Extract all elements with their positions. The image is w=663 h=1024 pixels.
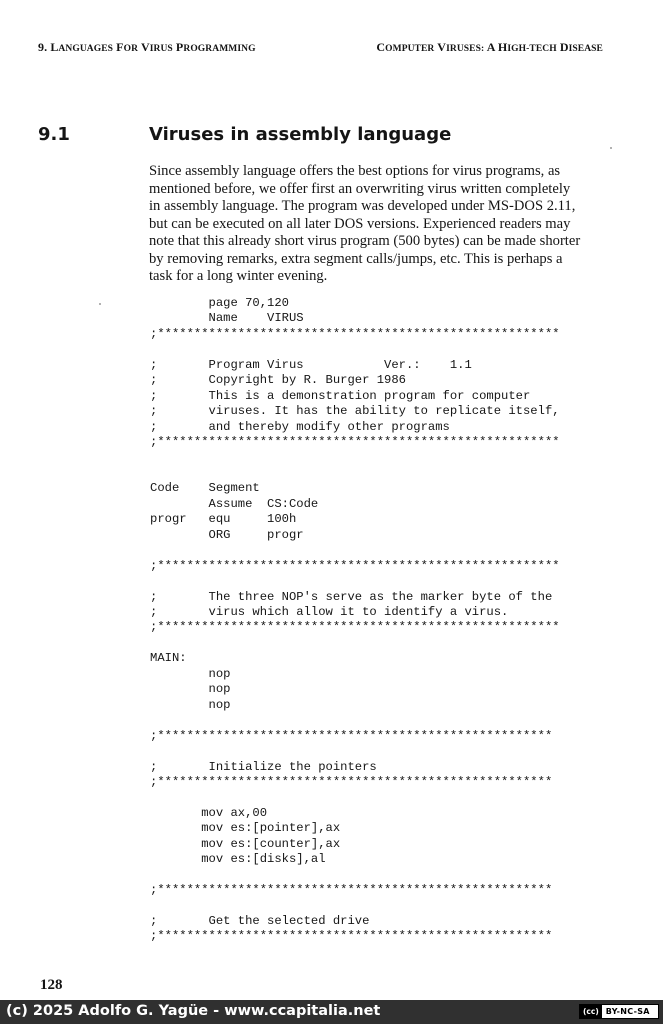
chapter-number: 9. <box>38 40 48 54</box>
code-line: ; This is a demonstration program for computer <box>150 388 531 403</box>
intro-line: by removing remarks, extra segment calls/jumps, etc. This is perhaps a <box>149 250 563 267</box>
section-title: Viruses in assembly language <box>149 124 452 145</box>
code-line: ;******************************************************* <box>150 558 560 573</box>
code-line: ; Copyright by R. Burger 1986 <box>150 373 406 388</box>
page-number: 128 <box>40 977 63 993</box>
code-line: ;******************************************************* <box>150 326 560 341</box>
code-line: nop <box>150 666 231 681</box>
code-line: ;****************************************************** <box>150 774 553 789</box>
intro-line: in assembly language. The program was developed under MS-DOS 2.11, <box>149 198 576 214</box>
running-header-left <box>38 40 256 55</box>
copyright-footer <box>0 1000 663 1024</box>
intro-line: mentioned before, we offer first an overwriting virus written completely <box>149 180 571 197</box>
code-line: ; Program Virus Ver.: 1.1 <box>150 357 472 372</box>
code-line: page 70,120 <box>150 296 289 310</box>
code-line: mov es:[pointer],ax <box>150 821 341 836</box>
code-line: ; and thereby modify other programs <box>150 419 450 434</box>
code-line: mov es:[counter],ax <box>150 836 341 851</box>
code-line: ;******************************************************* <box>150 620 560 635</box>
code-line: ; viruses. It has the ability to replicate itself, <box>150 404 560 419</box>
code-line: ORG progr <box>150 527 304 542</box>
code-line: ; Get the selected drive <box>150 914 370 928</box>
chapter-title: LANGUAGES FOR VIRUS PROGRAMMING <box>50 40 256 54</box>
code-line: ; Initialize the pointers <box>150 759 377 774</box>
code-line: ;****************************************************** <box>150 728 553 743</box>
intro-line: task for a long winter evening. <box>149 268 328 284</box>
code-line: nop <box>150 682 231 697</box>
code-line: Assume CS:Code <box>150 496 319 511</box>
intro-line: but can be executed on all later DOS versions. Experienced readers may <box>149 215 571 232</box>
creative-commons-icon: (cc) <box>580 1005 602 1018</box>
running-header-right: COMPUTER VIRUSES: A HIGH-TECH DISEASE <box>376 40 603 54</box>
code-line: MAIN: <box>150 651 187 666</box>
cc-license-badge[interactable] <box>579 1004 659 1019</box>
scan-speck <box>610 147 612 149</box>
intro-paragraph <box>149 163 603 286</box>
section-number: 9.1 <box>38 124 70 145</box>
code-line: progr equ 100h <box>150 512 297 527</box>
code-line: ;****************************************************** <box>150 883 553 898</box>
code-line: Name VIRUS <box>150 311 304 326</box>
scan-speck <box>99 303 101 305</box>
code-line: ;****************************************************** <box>150 929 553 944</box>
code-line: mov ax,00 <box>150 805 268 820</box>
code-line: ;******************************************************* <box>150 435 560 450</box>
code-line: Code Segment <box>150 481 260 496</box>
code-line: nop <box>150 697 231 712</box>
code-line: ; virus which allow it to identify a virus. <box>150 605 509 619</box>
intro-line: note that this already short virus program (500 bytes) can be made shorter <box>149 233 581 249</box>
copyright-text: (c) 2025 Adolfo G. Yagüe - www.ccapitalia.net <box>6 1003 381 1019</box>
code-line: mov es:[disks],al <box>150 852 326 867</box>
code-line: ; The three NOP's serve as the marker byte of the <box>150 589 553 604</box>
intro-line: Since assembly language offers the best options for virus programs, as <box>149 163 561 179</box>
license-label: BY-NC-SA <box>605 1007 650 1016</box>
